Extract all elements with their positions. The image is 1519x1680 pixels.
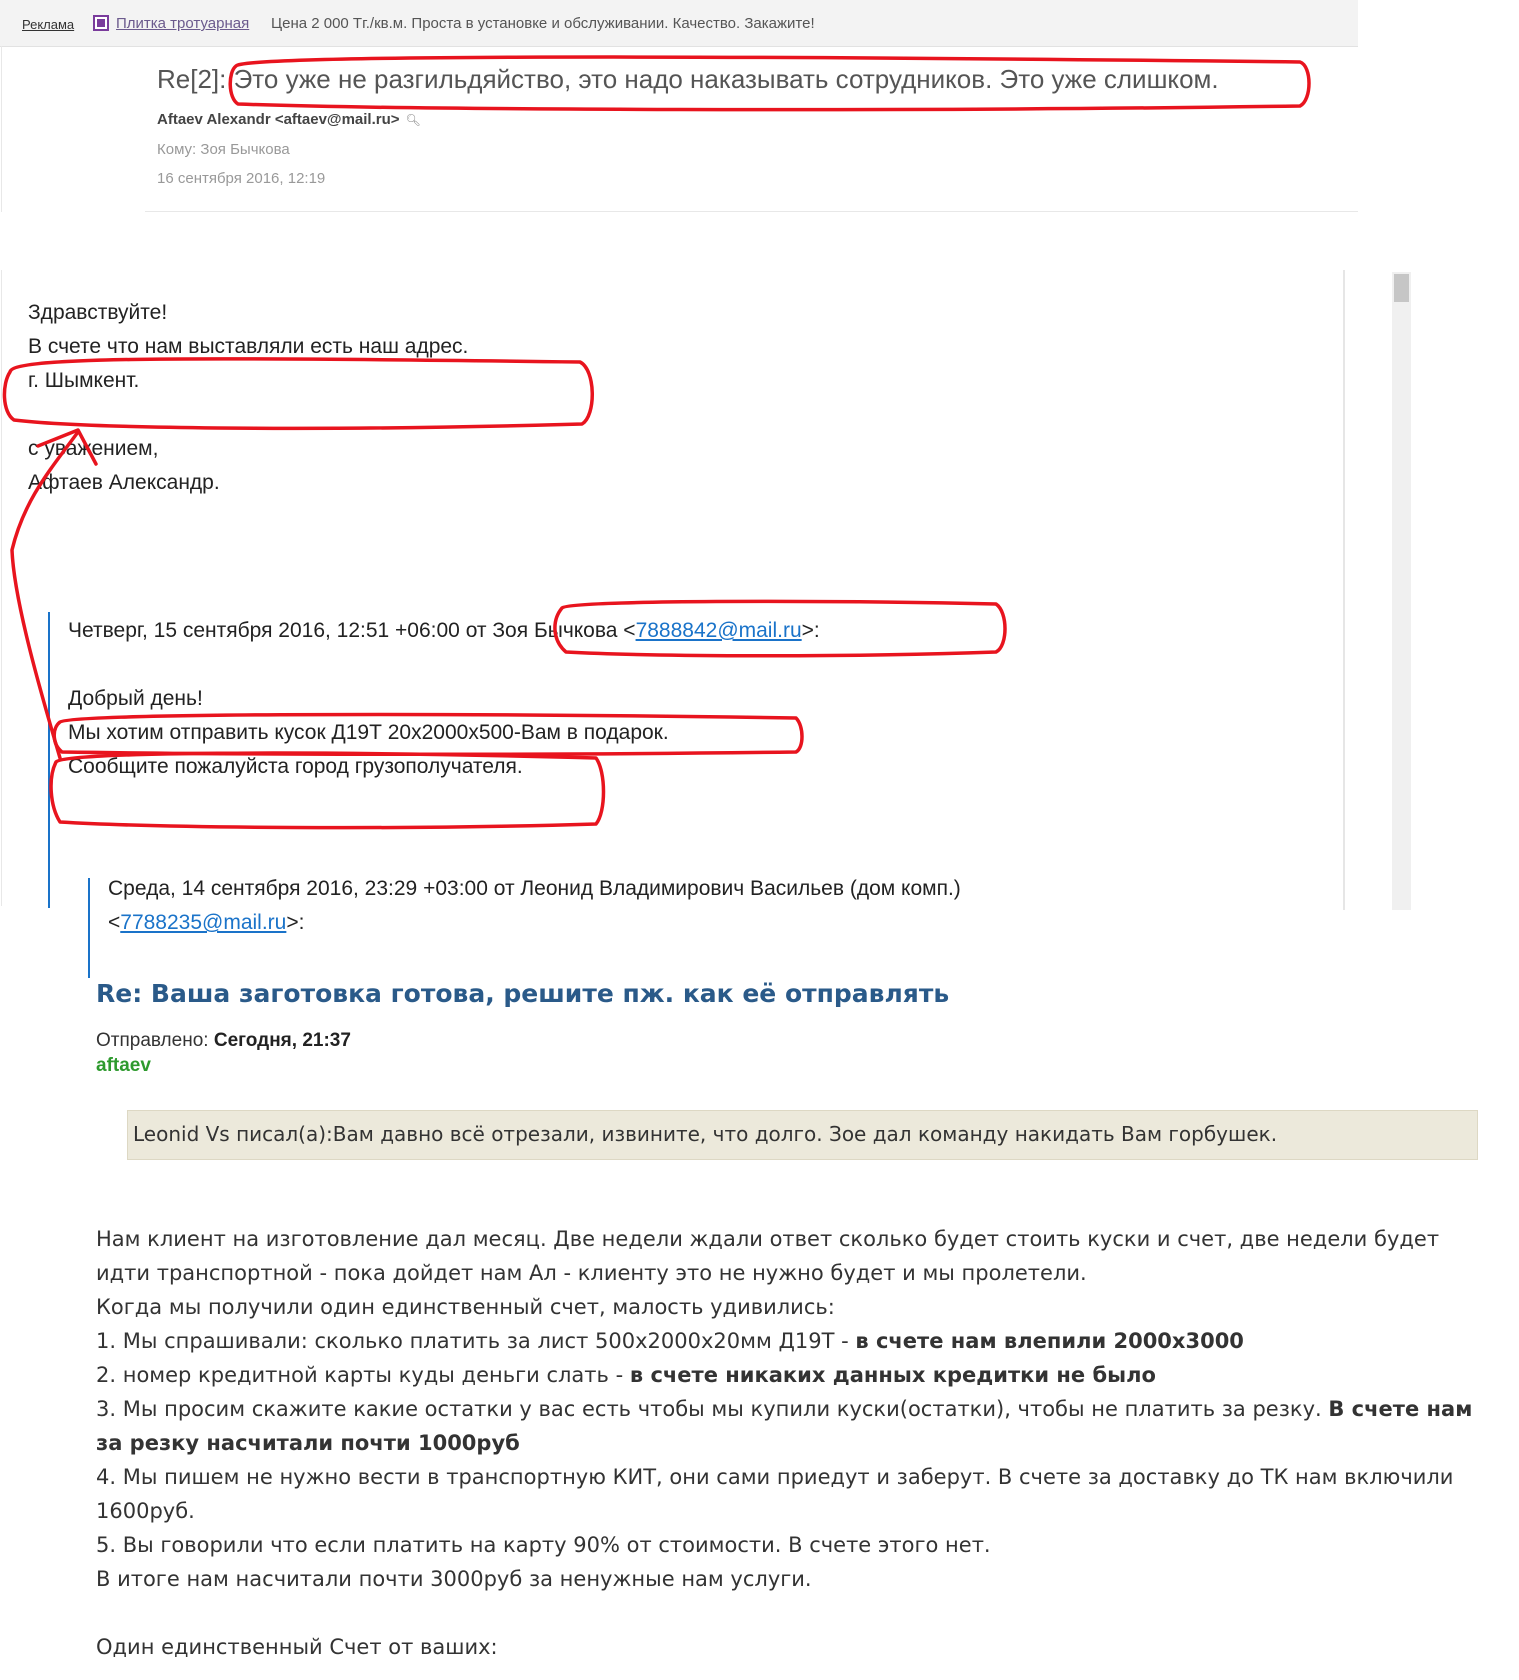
- ad-link[interactable]: Плитка тротуарная: [116, 15, 250, 32]
- post-item-4: 4. Мы пишем не нужно вести в транспортную КИТ, они сами приедут и заберут. В счете за доставку до ТК нам включили 1600руб.: [96, 1465, 1454, 1523]
- email-date: 16 сентября 2016, 12:19: [157, 170, 326, 187]
- body-left-divider: [1, 270, 2, 906]
- quote1-line-gift: Мы хотим отправить кусок Д19Т 20х2000х500-Вам в подарок.: [68, 721, 669, 744]
- body-line-address: В счете что нам выставляли есть наш адрес.: [28, 335, 469, 358]
- quote1-header-text: Четверг, 15 сентября 2016, 12:51 +06:00 от Зоя Бычкова <: [68, 619, 636, 642]
- ad-square-icon: [93, 15, 109, 31]
- body-greeting: Здравствуйте!: [28, 301, 168, 324]
- quote1-header: [68, 614, 820, 648]
- quote2-suffix: >:: [286, 911, 305, 934]
- forum-quote-text: Leonid Vs писал(а):Вам давно всё отрезали, извините, что долго. Зое дал команду накидать Вам горбушек.: [133, 1122, 1278, 1146]
- item-text: 3. Мы просим скажите какие остатки у вас есть чтобы мы купили куски(остатки), чтобы не платить за резку.: [96, 1397, 1329, 1421]
- quote1-email-link[interactable]: 7888842@mail.ru: [635, 619, 802, 642]
- post-paragraph: Когда мы получили один единственный счет, малость удивились:: [96, 1295, 835, 1319]
- sent-label: Отправлено:: [96, 1030, 214, 1051]
- email-sender[interactable]: [157, 111, 421, 128]
- post-paragraph: Один единственный Счет от ваших:: [96, 1635, 498, 1659]
- body-right-divider: [1343, 270, 1345, 910]
- body-signature: Афтаев Александр.: [28, 471, 220, 494]
- item-text: 2. номер кредитной карты куды деньги слать -: [96, 1363, 630, 1387]
- quote2-lt: <: [108, 911, 121, 934]
- post-body: [96, 1222, 1496, 1664]
- subject-prefix: Re[2]:: [157, 64, 227, 94]
- search-icon[interactable]: 🔍︎: [405, 113, 421, 127]
- quote2-header-line2: [108, 906, 304, 940]
- post-item-2: [96, 1358, 1496, 1392]
- post-sent-line: [96, 1030, 351, 1052]
- body-regards: с уважением,: [28, 437, 159, 460]
- body-line-city: г. Шымкент.: [28, 369, 140, 392]
- forum-post-title[interactable]: Re: Ваша заготовка готова, решите пж. как её отправлять: [96, 979, 950, 1008]
- quote2-email-link[interactable]: 7788235@mail.ru: [120, 911, 287, 934]
- quote1-header-suffix: >:: [801, 619, 820, 642]
- ad-label-link[interactable]: Реклама: [22, 17, 75, 32]
- post-author[interactable]: aftaev: [96, 1055, 151, 1076]
- post-paragraph: Нам клиент на изготовление дал месяц. Две недели ждали ответ сколько будет стоить куски и счет, две недели будет идти транспортной - пока дойдет нам Ал - клиенту это не нужно будет и мы пролетели.: [96, 1227, 1440, 1285]
- item-text: 1. Мы спрашивали: сколько платить за лист 500х2000х20мм Д19Т -: [96, 1329, 856, 1353]
- ad-text: Цена 2 000 Тг./кв.м. Проста в установке и обслуживании. Качество. Закажите!: [271, 15, 815, 32]
- item-emphasis: В счете нам за резку насчитали почти 1000руб: [96, 1397, 1473, 1455]
- sender-text: Aftaev Alexandr <aftaev@mail.ru>: [157, 111, 400, 128]
- item-emphasis: в счете нам влепили 2000х3000: [855, 1329, 1244, 1353]
- sent-value: Сегодня, 21:37: [213, 1030, 351, 1051]
- item-emphasis: в счете никаких данных кредитки не было: [629, 1363, 1156, 1387]
- scrollbar-thumb[interactable]: [1394, 274, 1409, 302]
- post-item-1: [96, 1324, 1496, 1358]
- email-subject: [157, 64, 1219, 95]
- post-item-5: 5. Вы говорили что если платить на карту 90% от стоимости. В счете этого нет.: [96, 1533, 991, 1557]
- quote2-header-line1: Среда, 14 сентября 2016, 23:29 +03:00 от Леонид Владимирович Васильев (дом комп.): [108, 877, 961, 900]
- quote-bar: [48, 612, 50, 908]
- scrollbar-track[interactable]: [1392, 272, 1411, 910]
- email-recipient: Кому: Зоя Бычкова: [157, 141, 290, 158]
- post-item-3: [96, 1392, 1496, 1460]
- quote-bar-nested: [88, 878, 90, 978]
- header-divider: [145, 211, 1358, 212]
- subject-text: Это уже не разгильдяйство, это надо наказывать сотрудников. Это уже слишком.: [233, 64, 1219, 94]
- quote1-line-city: Сообщите пожалуйста город грузополучателя.: [68, 755, 523, 778]
- quote1-greeting: Добрый день!: [68, 687, 203, 710]
- post-paragraph: В итоге нам насчитали почти 3000руб за ненужные нам услуги.: [96, 1567, 812, 1591]
- blank-line: [96, 1596, 1496, 1630]
- left-divider: [1, 46, 2, 212]
